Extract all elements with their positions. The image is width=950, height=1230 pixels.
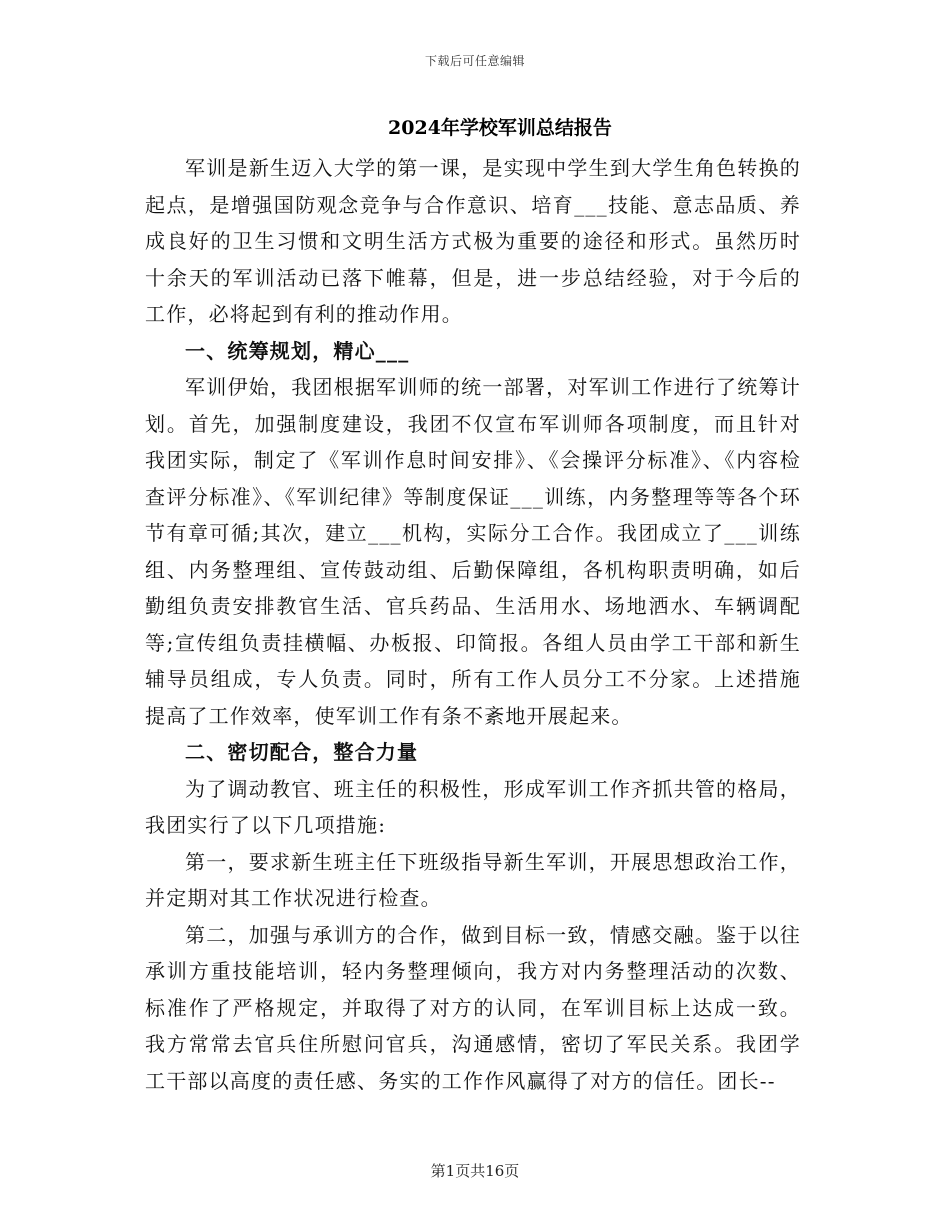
- section-heading-2: 二、密切配合，整合力量: [185, 740, 419, 764]
- paragraph-measure-2: 第二，加强与承训方的合作，做到目标一致，情感交融。鉴于以往承训方重技能培训，轻内务整理倾向，我方对内务整理活动的次数、标准作了严格规定，并取得了对方的认同，在军训目标上达成一致。我方常常去官兵住所慰问官兵，沟通感情，密切了军民关系。我团学工干部以高度的责任感、务实的工作作风赢得了对方的信任。团长--: [145, 922, 801, 1093]
- document-title: 2024年学校军训总结报告: [388, 117, 612, 139]
- document-body: [145, 150, 801, 1099]
- paragraph-intro: 军训是新生迈入大学的第一课，是实现中学生到大学生角色转换的起点，是增强国防观念竞争与合作意识、培育___技能、意志品质、养成良好的卫生习惯和文明生活方式极为重要的途径和形式。虽然历时十余天的军训活动已落下帷幕，但是，进一步总结经验，对于今后的工作，必将起到有利的推动作用。: [145, 156, 801, 326]
- page-number: 第1页共16页: [430, 1162, 520, 1180]
- page-header-note: 下载后可任意编辑: [424, 54, 525, 68]
- paragraph-section-2-intro: 为了调动教官、班主任的积极性，形成军训工作齐抓共管的格局，我团实行了以下几项措施:: [145, 776, 801, 837]
- section-heading-1: 一、统筹规划，精心___: [185, 338, 410, 363]
- paragraph-measure-1: 第一，要求新生班主任下班级指导新生军训，开展思想政治工作，并定期对其工作状况进行检查。: [145, 849, 801, 910]
- paragraph-section-1: 军训伊始，我团根据军训师的统一部署，对军训工作进行了统筹计划。首先，加强制度建设，我团不仅宣布军训师各项制度，而且针对我团实际，制定了《军训作息时间安排》、《会操评分标准》、《内容检查评分标准》、《军训纪律》等制度保证___训练，内务整理等等各个环节有章可循;其次，建立___机构，实际分工合作。我团成立了___训练组、内务整理组、宣传鼓动组、后勤保障组，各机构职责明确，如后勤组负责安排教官生活、官兵药品、生活用水、场地洒水、车辆调配等;宣传组负责挂横幅、办板报、印简报。各组人员由学工干部和新生辅导员组成，专人负责。同时，所有工作人员分工不分家。上述措施提高了工作效率，使军训工作有条不紊地开展起来。: [145, 375, 801, 728]
